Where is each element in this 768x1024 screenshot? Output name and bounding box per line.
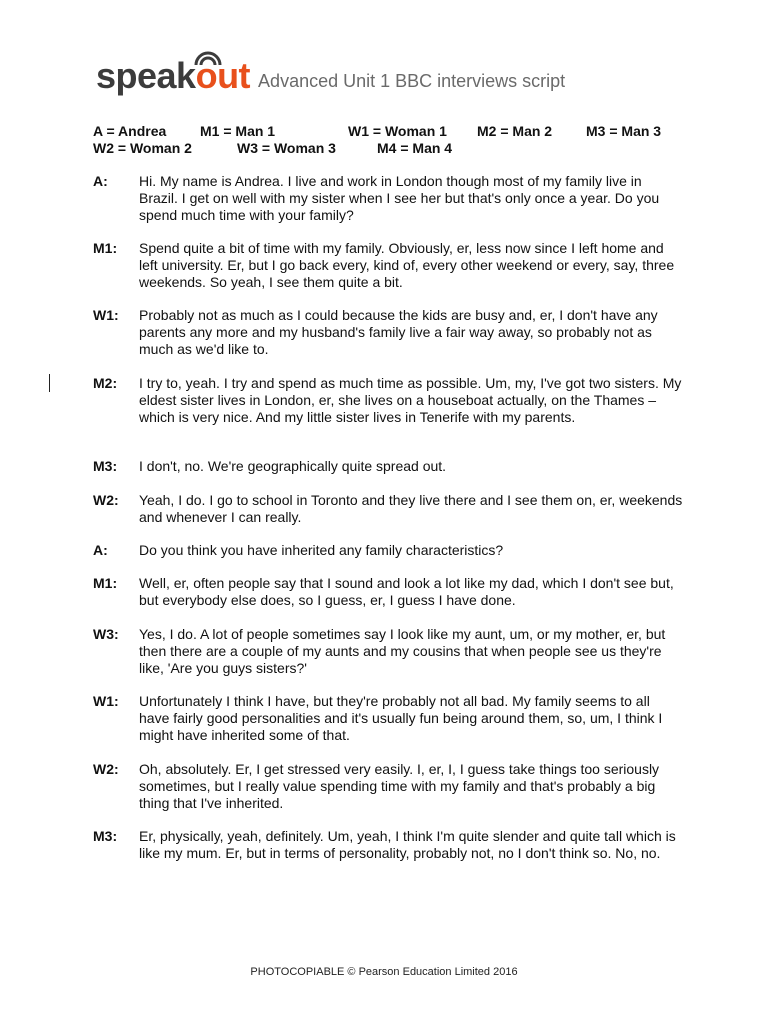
speaker-label: W1: [93,693,119,709]
legend-item: M3 = Man 3 [586,123,662,139]
speaker-label: W1: [93,307,119,323]
speaker-label: W3: [93,626,119,642]
turn-text: Do you think you have inherited any family characteristics? [139,542,504,558]
copyright-footer: PHOTOCOPIABLE © Pearson Education Limited 2016 [250,966,518,978]
dialogue-turn [93,458,683,475]
turn-text: Unfortunately I think I have, but they're probably not all bad. My family seems to all have fairly good personalities and it's usually fun being around them, so, um, I think I might have inherited some of that. [139,693,663,743]
speaker-label: A: [93,542,108,558]
speaker-label: M3: [93,458,118,474]
page-header [96,55,566,96]
dialogue-turn [93,307,683,358]
document-title: Advanced Unit 1 BBC interviews script [258,71,566,91]
dialogue-turn [93,375,683,426]
turn-text: I don't, no. We're geographically quite spread out. [139,458,447,474]
speaker-label: M3: [93,828,118,844]
turn-text: Yes, I do. A lot of people sometimes say I look like my aunt, um, or my mother, er, but then there are a couple of my aunts and my cousins that when people see us they're like, 'Are you guys sisters?' [139,626,666,676]
logo-out-text: out [195,55,251,96]
turn-text: Yeah, I do. I go to school in Toronto and they live there and I see them on, er, weekends and whenever I can really. [139,492,683,525]
dialogue-turn [93,492,683,526]
turn-text: I try to, yeah. I try and spend as much time as possible. Um, my, I've got two sisters. My eldest sister lives in London, er, she lives on a houseboat actually, on the Thames – which is very nice. And my little sister lives in Tenerife with my parents. [139,375,682,425]
legend-item: A = Andrea [93,123,167,139]
dialogue-turn [93,173,683,224]
legend-item: W1 = Woman 1 [348,123,447,139]
speaker-label: W2: [93,761,119,777]
legend-item: M4 = Man 4 [377,140,453,156]
legend-item: W2 = Woman 2 [93,140,192,156]
turn-text: Well, er, often people say that I sound and look a lot like my dad, which I don't see but, but everybody else does, so I guess, er, I guess I have done. [139,575,674,608]
dialogue-turn [93,693,683,744]
dialogue-turn [93,828,683,862]
turn-text: Spend quite a bit of time with my family. Obviously, er, less now since I left home and left university. Er, but I go back every, kind of, every other weekend or every, say, three weekends. So yeah, I see them quite a bit. [139,240,675,290]
legend-item: W3 = Woman 3 [237,140,336,156]
turn-text: Probably not as much as I could because the kids are busy and, er, I don't have any parents any more and my husband's family live a fair way away, so probably not as much as we'd like to. [139,307,658,357]
speakout-logo [96,55,251,96]
legend-item: M2 = Man 2 [477,123,553,139]
speaker-label: A: [93,173,108,189]
legend-item: M1 = Man 1 [200,123,276,139]
turn-text: Oh, absolutely. Er, I get stressed very easily. I, er, I, I guess take things too seriously sometimes, but I really value spending time with my family and that's probably a big thing that I've inherited. [139,761,660,811]
logo-speak-text: speak [96,55,196,96]
speaker-label: M2: [93,375,118,391]
dialogue-turn [93,575,683,609]
margin-mark [49,374,50,392]
dialogue-turn [93,761,683,812]
speaker-label: M1: [93,575,118,591]
turn-text: Hi. My name is Andrea. I live and work in London though most of my family live in Brazil. I get on well with my sister when I see her but that's only once a year. Do you spend much time with your family? [139,173,660,223]
speaker-label: W2: [93,492,119,508]
dialogue-turn [93,626,683,677]
speaker-waves-icon [193,50,223,66]
speaker-label: M1: [93,240,118,256]
dialogue-turn [93,542,683,559]
turn-text: Er, physically, yeah, definitely. Um, yeah, I think I'm quite slender and quite tall which is like my mum. Er, but in terms of personality, probably not, no I don't think so. No, no. [139,828,676,861]
dialogue-turn [93,240,683,291]
